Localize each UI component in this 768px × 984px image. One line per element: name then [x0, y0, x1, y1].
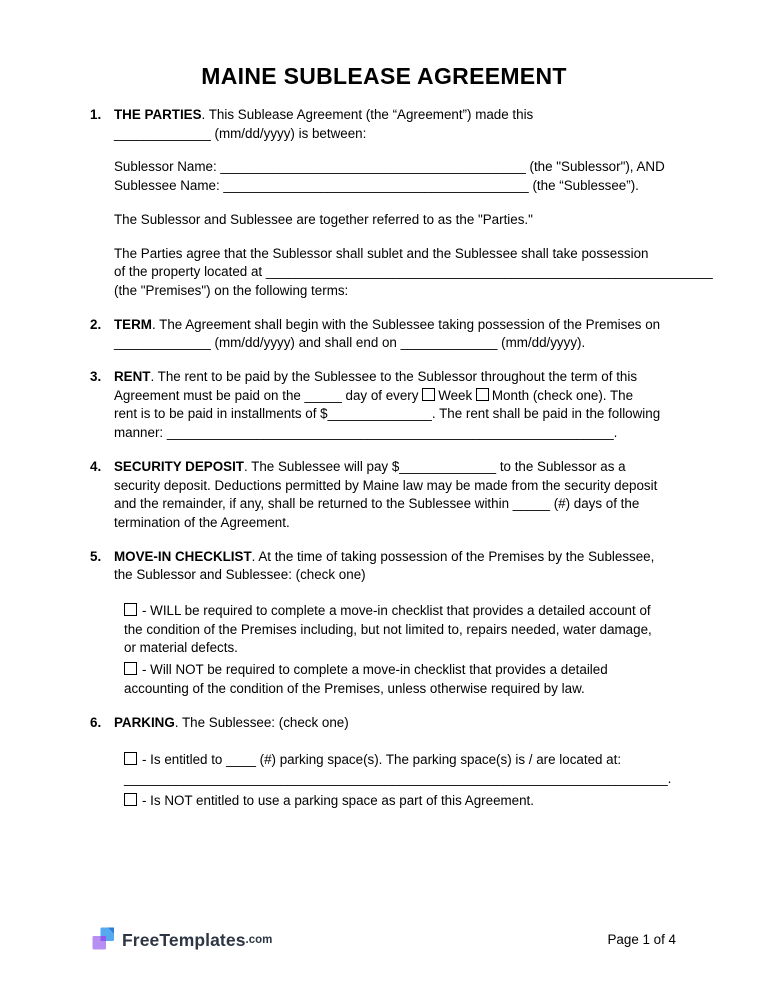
section-rent: [90, 368, 676, 443]
parking-intro-rest: . The Sublessee: (check one): [174, 714, 349, 730]
document-title: MAINE SUBLEASE AGREEMENT: [201, 63, 567, 89]
parties-agree-line3: (the "Premises") on the following terms:: [114, 282, 349, 298]
movein-intro-rest: . At the time of taking possession of the Premises by the Sublessee,: [251, 548, 655, 564]
brand-tld: .com: [245, 934, 273, 947]
movein-will-not-text1: - Will NOT be required to complete a move-in checklist that provides a detailed: [142, 662, 608, 678]
section-number: 6.: [90, 714, 102, 730]
parties-intro-line: [114, 106, 676, 125]
deposit-line2: security deposit. Deductions permitted by Maine law may be made from the security deposit: [114, 477, 658, 493]
week-label: Week: [438, 387, 476, 403]
parties-intro-rest: . This Sublease Agreement (the “Agreement”) made this: [201, 107, 534, 122]
section-number: 3.: [90, 369, 102, 385]
term-dates-line: _____________ (mm/dd/yyyy) and shall end on _____________ (mm/dd/yyyy).: [114, 335, 586, 351]
page-footer: [92, 927, 676, 954]
rent-installments-line: rent is to be paid in installments of $______________. The rent shall be paid in the following: [114, 406, 661, 422]
parking-location-line: _________________________________________________________________________.: [124, 770, 672, 786]
section-heading: RENT: [114, 369, 151, 385]
movein-intro-line: [114, 548, 676, 567]
section-heading: TERM: [114, 316, 152, 332]
movein-line2: the Sublessor and Sublessee: (check one): [114, 567, 366, 583]
brand-name: FreeTemplates: [122, 930, 246, 951]
freetemplates-logo-icon: [92, 927, 115, 954]
parking-not-entitled-line: [124, 792, 676, 811]
parking-entitled-checkbox[interactable]: [124, 752, 137, 765]
parking-entitled-line: [124, 751, 676, 770]
section-term: [90, 316, 676, 353]
section-movein-checklist: [90, 548, 676, 699]
parking-not-entitled-text: - Is NOT entitled to use a parking space as part of this Agreement.: [142, 792, 535, 808]
section-number: 4.: [90, 458, 102, 474]
parking-intro-line: [114, 714, 676, 733]
parties-agree-line2: of the property located at ____________________________________________________________: [114, 264, 713, 280]
month-label: Month (check one). The: [491, 387, 634, 403]
section-parking: [90, 714, 676, 811]
week-checkbox[interactable]: [422, 388, 435, 401]
movein-will-checkbox[interactable]: [124, 603, 137, 616]
parking-entitled-option: [124, 751, 676, 770]
rent-frequency-line: [114, 387, 676, 406]
deposit-intro-line: [114, 458, 676, 477]
parking-not-entitled-option: [124, 792, 676, 811]
section-number: 5.: [90, 548, 102, 564]
movein-will-not-line2: accounting of the condition of the Premises, unless otherwise required by law.: [124, 680, 585, 696]
section-heading: THE PARTIES: [114, 107, 202, 122]
deposit-intro-rest: . The Sublessee will pay $_____________ to the Sublessor as a: [243, 458, 626, 474]
page-number: Page 1 of 4: [607, 932, 676, 948]
section-number: 1.: [90, 107, 102, 122]
section-heading: MOVE-IN CHECKLIST: [114, 548, 252, 564]
parties-date-line: _____________ (mm/dd/yyyy) is between:: [114, 125, 367, 141]
sublessor-name-line: Sublessor Name: _________________________________________ (the "Sublessor"), AND: [114, 159, 665, 175]
section-parties: [90, 106, 713, 301]
movein-will-not-line1: [124, 661, 676, 680]
section-heading: PARKING: [114, 714, 175, 730]
document-body: [90, 106, 713, 810]
movein-will-line2: the condition of the Premises including, but not limited to, repairs needed, water damage,: [124, 621, 652, 637]
section-number: 2.: [90, 316, 102, 332]
deposit-line3: and the remainder, if any, shall be returned to the Sublessee within _____ (#) days of the: [114, 496, 640, 512]
rent-frequency-text: Agreement must be paid on the _____ day of every: [114, 387, 423, 403]
movein-will-not-option: [124, 661, 676, 698]
month-checkbox[interactable]: [476, 388, 489, 401]
movein-will-line3: or material defects.: [124, 640, 238, 656]
term-intro-rest: . The Agreement shall begin with the Sublessee taking possession of the Premises on: [151, 316, 661, 332]
parking-entitled-text: - Is entitled to ____ (#) parking space(s). The parking space(s) is / are located at:: [142, 752, 622, 768]
sublessee-name-line: Sublessee Name: _________________________________________ (the “Sublessee”).: [114, 178, 639, 194]
rent-intro-line: [114, 368, 676, 387]
movein-will-text1: - WILL be required to complete a move-in checklist that provides a detailed account of: [142, 603, 651, 619]
movein-will-line1: [124, 602, 676, 621]
parties-together-line: The Sublessor and Sublessee are together referred to as the "Parties.": [114, 211, 533, 227]
parties-agree-line1: The Parties agree that the Sublessor shall sublet and the Sublessee shall take possession: [114, 245, 649, 261]
section-heading: SECURITY DEPOSIT: [114, 458, 244, 474]
freetemplates-logo: [92, 927, 272, 954]
movein-will-option: [124, 602, 676, 658]
term-intro-line: [114, 316, 676, 335]
movein-will-not-checkbox[interactable]: [124, 662, 137, 675]
section-security-deposit: [90, 458, 676, 533]
parking-not-entitled-checkbox[interactable]: [124, 793, 137, 806]
rent-manner-line: manner: ____________________________________________________________.: [114, 425, 618, 441]
deposit-line4: termination of the Agreement.: [114, 514, 290, 530]
rent-intro-rest: . The rent to be paid by the Sublessee to the Sublessor throughout the term of this: [150, 369, 638, 385]
